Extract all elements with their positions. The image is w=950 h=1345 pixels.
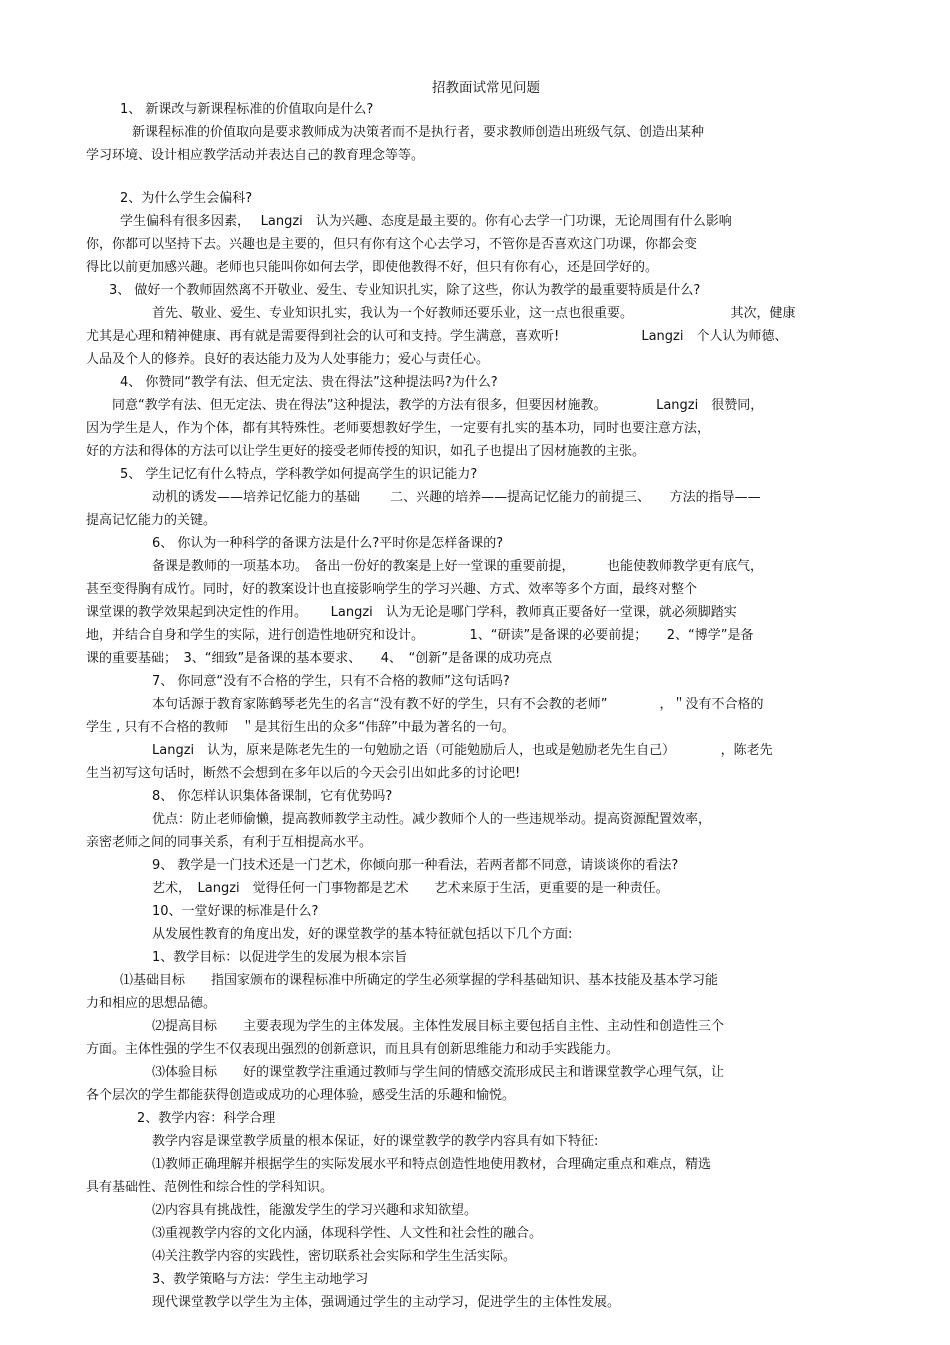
text-line: 同意“教学有法、但无定法、贵在得法”这种提法，教学的方法有很多，但要因材施教。 Langzi 很赞同， <box>112 398 764 413</box>
text-line: ⑶重视教学内容的文化内涵，体现科学性、人文性和社会性的融合。 <box>152 1226 543 1241</box>
text-line: Langzi 认为，原来是陈老先生的一句勉励之语（可能勉励后人，也或是勉励老先生自己） ，陈老先 <box>152 743 773 758</box>
text-line: ⑴教师正确理解并根据学生的实际发展水平和特点创造性地使用教材，合理确定重点和难点，精选 <box>152 1157 712 1172</box>
text-line: ⑵提高目标 主要表现为学生的主体发展。主体性发展目标主要包括自主性、主动性和创造性三个 <box>152 1019 725 1034</box>
text-line: 甚至变得胸有成竹。同时，好的教案设计也直接影响学生的学习兴趣、方式、效率等多个方面，最终对整个 <box>86 582 698 597</box>
text-line: ⑵内容具有挑战性，能激发学生的学习兴趣和求知欲望。 <box>152 1203 478 1218</box>
text-line: 亲密老师之间的同事关系，有利于互相提高水平。 <box>86 835 373 850</box>
text-line: 各个层次的学生都能获得创造或成功的心理体验，感受生活的乐趣和愉悦。 <box>86 1088 516 1103</box>
text-line: 备课是教师的一项基本功。 备出一份好的教案是上好一堂课的重要前提， 也能使教师教学更有底气， <box>152 559 764 574</box>
text-line: 得比以前更加感兴趣。老师也只能叫你如何去学，即使他教得不好，但只有你有心，还是回学好的。 <box>86 260 659 275</box>
text-line: ⑴基础目标 指国家颁布的课程标准中所确定的学生必须掌握的学科基础知识、基本技能及基本学习能 <box>120 973 719 988</box>
text-line: 具有基础性、范例性和综合性的学科知识。 <box>86 1180 334 1195</box>
text-line: 本句话源于教育家陈鹤琴老先生的名言“没有教不好的学生，只有不会教的老师” ，＂没有不合格的 <box>152 697 764 712</box>
text-line: 优点：防止老师偷懒，提高教师教学主动性。减少教师个人的一些违规举动。提高资源配置效率， <box>152 812 712 827</box>
text-line: 提高记忆能力的关键。 <box>86 513 217 528</box>
text-line: ⑶体验目标 好的课堂教学注重通过教师与学生间的情感交流形成民主和谐课堂教学心理气氛，让 <box>152 1065 725 1080</box>
text-line: 教学内容是课堂教学质量的根本保证，好的课堂教学的教学内容具有如下特征: <box>152 1134 599 1149</box>
text-line: 课的重要基础； 3、“细致”是备课的基本要求、 4、 “创新”是备课的成功亮点 <box>86 651 552 666</box>
question-2: 2、为什么学生会偏科? <box>120 191 253 206</box>
text-line: 人品及个人的修养。良好的表达能力及为人处事能力；爱心与责任心。 <box>86 352 490 367</box>
text-line: 学生 , 只有不合格的教师 ＂是其衍生出的众多“伟辞”中最为著名的一句。 <box>86 720 515 735</box>
text-line: 因为学生是人，作为个体，都有其特殊性。老师要想教好学生，一定要有扎实的基本功，同时也要注意方法， <box>86 421 711 436</box>
text-line: 方面。主体性强的学生不仅表现出强烈的创新意识，而且具有创新思维能力和动手实践能力。 <box>86 1042 620 1057</box>
question-3: 3、 做好一个教师固然离不开敬业、爱生、专业知识扎实，除了这些，你认为教学的最重要特质是什么? <box>109 283 701 298</box>
text-line: 艺术， Langzi 觉得任何一门事物都是艺术 艺术来原于生活，更重要的是一种责任。 <box>152 881 669 896</box>
text-line: 生当初写这句话时，断然不会想到在多年以后的今天会引出如此多的讨论吧! <box>86 766 521 781</box>
question-4: 4、 你赞同“教学有法、但无定法、贵在得法”这种提法吗?为什么? <box>120 375 498 390</box>
question-9: 9、 教学是一门技术还是一门艺术，你倾向那一种看法，若两者都不同意，请谈谈你的看法? <box>152 858 679 873</box>
section-heading: 1、教学目标：以促进学生的发展为根本宗旨 <box>152 950 408 965</box>
question-1: 1、 新课改与新课程标准的价值取向是什么? <box>120 102 374 117</box>
section-heading: 3、教学策略与方法：学生主动地学习 <box>152 1272 369 1287</box>
text-line: 学习环境、设计相应教学活动并表达自己的教育理念等等。 <box>86 148 425 163</box>
text-line: 力和相应的思想品德。 <box>86 996 217 1011</box>
text-line: 现代课堂教学以学生为主体，强调通过学生的主动学习，促进学生的主体性发展。 <box>152 1295 621 1310</box>
text-line: 学生偏科有很多因素， Langzi 认为兴趣、态度是最主要的。你有心去学一门功课，无论周围有什么影响 <box>120 214 732 229</box>
text-line: ⑷关注教学内容的实践性，密切联系社会实际和学生生活实际。 <box>152 1249 517 1264</box>
question-7: 7、 你同意“没有不合格的学生，只有不合格的教师”这句话吗? <box>152 674 510 689</box>
question-8: 8、 你怎样认识集体备课制，它有优势吗? <box>152 789 393 804</box>
question-5: 5、 学生记忆有什么特点，学科教学如何提高学生的识记能力? <box>120 467 478 482</box>
question-6: 6、 你认为一种科学的备课方法是什么?平时你是怎样备课的? <box>152 536 504 551</box>
section-heading: 2、教学内容：科学合理 <box>137 1111 276 1126</box>
text-line: 首先、敬业、爱生、专业知识扎实，我认为一个好教师还要乐业，这一点也很重要。 其次，健康 <box>152 306 796 321</box>
text-line: 尤其是心理和精神健康、再有就是需要得到社会的认可和支持。学生满意，喜欢听! Langzi 个人认为师德、 <box>86 329 788 344</box>
text-line: 动机的诱发——培养记忆能力的基础 二、兴趣的培养——提高记忆能力的前提三、 方法的指导—— <box>152 490 761 505</box>
text-line: 你，你都可以坚持下去。兴趣也是主要的，但只有你有这个心去学习，不管你是否喜欢这门功课，你都会变 <box>86 237 698 252</box>
text-line: 课堂课的教学效果起到决定性的作用。 Langzi 认为无论是哪门学科，教师真正要备好一堂课，就必须脚踏实 <box>86 605 737 620</box>
question-10: 10、一堂好课的标准是什么? <box>152 904 319 919</box>
page-title: 招教面试常见问题 <box>432 80 540 96</box>
text-line: 新课程标准的价值取向是要求教师成为决策者而不是执行者，要求教师创造出班级气氛、创造出某种 <box>132 125 705 140</box>
text-line: 好的方法和得体的方法可以让学生更好的接受老师传授的知识，如孔子也提出了因材施教的主张。 <box>86 444 646 459</box>
text-line: 地，并结合自身和学生的实际，进行创造性地研究和设计。 1、“研读”是备课的必要前提； 2、“博学”是备 <box>86 628 754 643</box>
text-line: 从发展性教育的角度出发，好的课堂教学的基本特征就包括以下几个方面: <box>152 927 573 942</box>
